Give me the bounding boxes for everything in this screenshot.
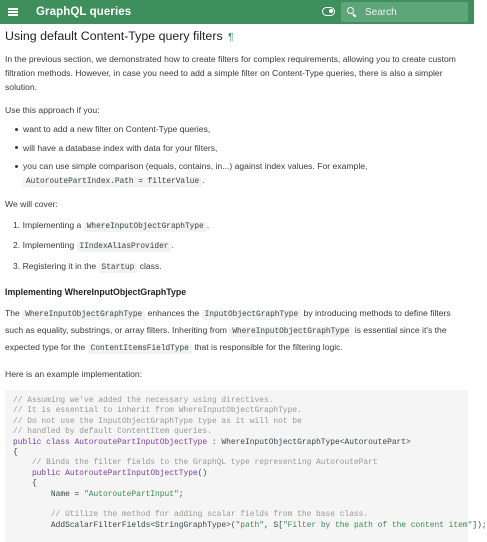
code-block bbox=[5, 390, 487, 542]
code-line bbox=[13, 510, 468, 520]
step-text: Implementing bbox=[22, 240, 75, 250]
code-token: ]); bbox=[472, 520, 487, 530]
step-text: class. bbox=[139, 260, 162, 271]
hamburger-icon bbox=[8, 8, 18, 16]
code-line bbox=[13, 479, 468, 489]
article-content bbox=[5, 28, 487, 542]
desc-text: enhances the bbox=[147, 308, 200, 318]
desc-text: that is responsible for the filtering logic. bbox=[194, 342, 343, 352]
code-token: () bbox=[197, 468, 208, 478]
code-token: "path" bbox=[235, 520, 264, 530]
step-text: . bbox=[171, 240, 174, 250]
steps-list bbox=[13, 216, 468, 278]
code-token: AutoroutePartInputObjectType bbox=[74, 437, 208, 447]
desc-text: by introducing methods to define filters such as equality, substrings, or array filters. Inheriting from bbox=[5, 308, 451, 335]
list-item-text: want to add a new filter on Content-Type queries, bbox=[23, 124, 211, 134]
code-token: public class bbox=[13, 437, 75, 447]
step-number: 1. bbox=[13, 219, 21, 230]
inline-code: IIndexAliasProvider bbox=[77, 242, 172, 252]
search-box[interactable] bbox=[341, 2, 468, 22]
code-token: // It is essential to inherit from WhereInputObjectGraphType. bbox=[13, 406, 302, 416]
code-line bbox=[13, 469, 468, 479]
code-token: : WhereInputObjectGraphType<AutoroutePart> bbox=[207, 437, 411, 447]
desc-text: is essential since it's the expected type for the bbox=[5, 325, 447, 352]
site-title: GraphQL queries bbox=[36, 6, 132, 18]
subheading: Implementing WhereInputObjectGraphType bbox=[5, 287, 187, 297]
list-item bbox=[15, 139, 468, 158]
inline-code: WhereInputObjectGraphType bbox=[229, 327, 352, 337]
code-line bbox=[13, 490, 468, 500]
intro-paragraph: In the previous section, we demonstrated how to create filters for complex requirements, allowing you to create custom filtration methods. However, in case you need to add a simple filter on Content-Type queries, there is also a simpler solution. bbox=[5, 54, 456, 92]
inline-code: WhereInputObjectGraphType bbox=[84, 222, 207, 232]
code-token: // handled by default ContentItem queries. bbox=[13, 427, 212, 437]
code-line bbox=[13, 417, 468, 427]
section-title bbox=[5, 28, 468, 44]
code-line bbox=[13, 438, 468, 448]
search-icon bbox=[341, 2, 361, 22]
code-token: , S[ bbox=[263, 520, 283, 530]
code-token: // Binds the filter fields to the GraphQL type representing AutoroutePart bbox=[13, 458, 378, 468]
search-input[interactable] bbox=[365, 7, 461, 18]
example-intro: Here is an example implementation: bbox=[5, 369, 143, 379]
code-token: ; bbox=[178, 489, 184, 499]
code-token: "Filter by the path of the content item" bbox=[282, 520, 473, 530]
code-token: "AutoroutePartInput" bbox=[84, 489, 179, 499]
menu-button[interactable] bbox=[2, 0, 24, 24]
theme-toggle-icon[interactable] bbox=[322, 7, 335, 16]
list-item-text: will have a database index with data for your filters, bbox=[23, 142, 218, 153]
step-text: . bbox=[206, 219, 210, 230]
code-line bbox=[13, 520, 487, 531]
list-item-text: . bbox=[202, 174, 205, 185]
step-text: Registering it in the bbox=[22, 260, 97, 271]
code-token: AutoroutePartInputObjectType bbox=[65, 468, 198, 478]
step-number: 2. bbox=[13, 240, 21, 250]
inline-code: AutoroutePartIndex.Path = filterValue bbox=[23, 177, 202, 187]
step-text: Implementing a bbox=[22, 219, 82, 230]
list-item bbox=[13, 257, 468, 278]
code-line bbox=[13, 396, 468, 406]
description-paragraph bbox=[5, 306, 468, 357]
list-item bbox=[15, 120, 468, 139]
code-token: { bbox=[13, 479, 37, 489]
inline-code: ContentItemsFieldType bbox=[88, 344, 192, 354]
list-item bbox=[15, 157, 468, 189]
code-token: public bbox=[13, 468, 66, 478]
list-item-text: you can use simple comparison (equals, contains, in...) against index values. For example, bbox=[23, 161, 368, 171]
code-line bbox=[13, 500, 468, 510]
code-line bbox=[13, 448, 468, 458]
list-item bbox=[13, 216, 468, 237]
will-cover-text: We will cover: bbox=[5, 198, 58, 209]
use-when-text: Use this approach if you: bbox=[5, 105, 100, 115]
code-token: // Assuming we've added the necessary using directives. bbox=[13, 396, 274, 405]
code-line bbox=[13, 458, 468, 468]
code-token: Name = bbox=[13, 489, 85, 499]
list-item bbox=[13, 236, 468, 257]
inline-code: Startup bbox=[99, 263, 138, 273]
code-token: // Utilize the method for adding scalar fields from the base class. bbox=[13, 510, 369, 520]
criteria-list bbox=[15, 120, 468, 189]
code-token: { bbox=[13, 448, 18, 458]
code-line bbox=[13, 427, 468, 437]
top-app-bar bbox=[0, 0, 474, 24]
inline-code: InputObjectGraphType bbox=[202, 310, 302, 320]
code-token: AddScalarFilterFields<StringGraphType>( bbox=[13, 520, 236, 530]
anchor-link[interactable]: ¶ bbox=[228, 32, 234, 43]
code-token: // Do not use the InputObjectGraphType type as it will not be bbox=[13, 416, 302, 426]
code-line bbox=[13, 406, 468, 416]
inline-code: WhereInputObjectGraphType bbox=[22, 310, 145, 320]
desc-text: The bbox=[5, 308, 20, 318]
section-title-text: Using default Content-Type query filters bbox=[5, 29, 223, 43]
step-number: 3. bbox=[13, 260, 21, 271]
